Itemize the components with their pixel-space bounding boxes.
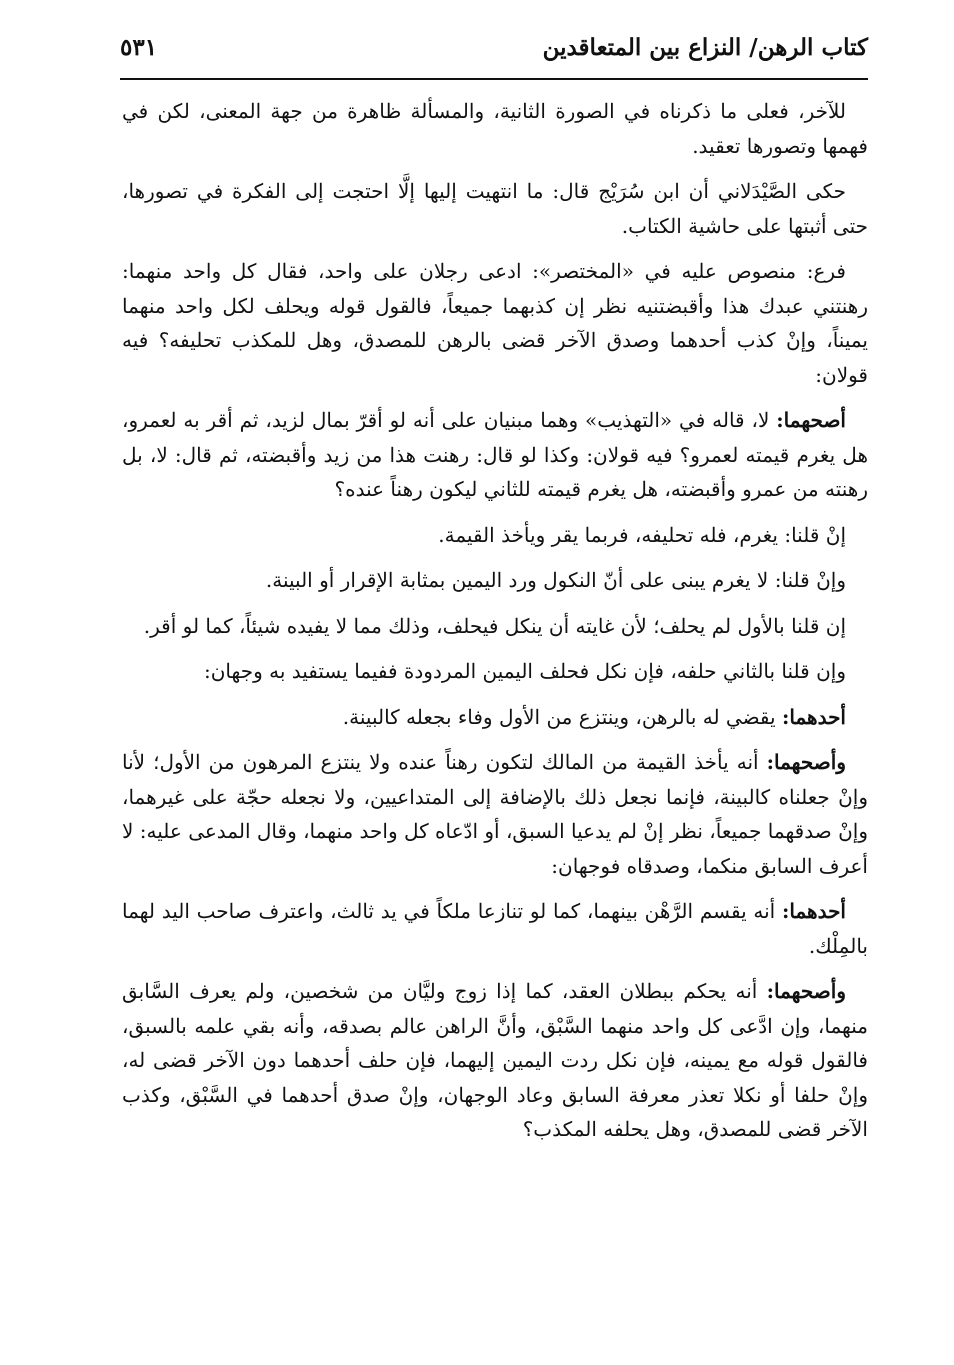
paragraph-text: أنه يأخذ القيمة من المالك لتكون رهناً عنده ولا ينتزع المرهون من الأول؛ لأنا وإنْ جعلناه كالبينة، فإنما نجعل ذلك بالإضافة إلى المتداعيين، ولا نجعله حجّة على غيرهما، وإنْ صدقهما جميعاً، نظر إنْ لم يدعيا السبق، أو ادّعاه كل واحد منهما، وقال المدعى عليه: لا أعرف السابق منكما، وصدقاه فوجهان: <box>122 750 868 878</box>
paragraph <box>122 700 868 735</box>
paragraph <box>122 174 868 243</box>
paragraph-text: إن قلنا بالأول لم يحلف؛ لأن غايته أن ينكل فيحلف، وذلك مما لا يفيده شيئاً، كما لو أقر. <box>143 613 846 638</box>
paragraph <box>122 403 868 507</box>
paragraph-text: وإن قلنا بالثاني حلفه، فإن نكل فحلف اليمين المردودة ففيما يستفيد به وجهان: <box>203 659 846 683</box>
paragraph <box>122 563 868 598</box>
paragraph <box>122 894 868 963</box>
paragraph-text: أنه يحكم ببطلان العقد، كما إذا زوج وليَّان من شخصين، ولم يعرف السَّابق منهما، وإن ادَّعى كل واحد منهما السَّبْق، وأنَّ الراهن عالم بصدقه، وأنه بقي علمه بالسبق، فالقول قوله مع يمينه، فإن نكل ردت اليمين إليهما، فإن حلف أحدهما دون الآخر قضى له، وإنْ حلفا أو نكلا تعذر معرفة السابق وعاد الوجهان، وإنْ صدق أحدهما في السَّبْق، وكذب الآخر قضى للمصدق، وهل يحلفه المكذب؟ <box>122 979 868 1141</box>
paragraph-text: للآخر، فعلى ما ذكرناه في الصورة الثانية، والمسألة ظاهرة من جهة المعنى، لكن في فهمها وتصورها تعقيد. <box>122 99 868 158</box>
paragraph <box>122 974 868 1147</box>
paragraph-lead: أصحهما: <box>776 408 846 432</box>
paragraph-lead: أحدهما: <box>781 899 846 923</box>
paragraph <box>122 609 868 644</box>
paragraph-text: وإنْ قلنا: لا يغرم يبنى على أنّ النكول ورد اليمين بمثابة الإقرار أو البينة. <box>265 568 846 592</box>
paragraph-lead: وأصحهما: <box>766 979 846 1003</box>
paragraph <box>122 94 868 163</box>
paragraph <box>122 745 868 883</box>
paragraph-lead: وأصحهما: <box>766 750 846 774</box>
paragraph <box>122 254 868 392</box>
paragraph-text: حكى الصَّيْدَلاني أن ابن سُرَيْج قال: ما انتهيت إليها إلَّا احتجت إلى الفكرة في تصورها، حتى أثبتها على حاشية الكتاب. <box>122 179 868 238</box>
running-title: كتاب الرهن/ النزاع بين المتعاقدين <box>542 34 868 61</box>
page-header <box>120 28 868 80</box>
paragraph <box>122 654 868 689</box>
page-body <box>122 94 868 1158</box>
paragraph <box>122 518 868 553</box>
paragraph-text: لا، قاله في «التهذيب» وهما مبنيان على أنه لو أقرّ بمال لزيد، ثم أقر به لعمرو، هل يغرم قيمته لعمرو؟ فيه قولان: وكذا لو قال: رهنت هذا من زيد وأقبضته، ثم قال: لا، بل رهنته من عمرو وأقبضته، هل يغرم قيمته للثاني ليكون رهناً عنده؟ <box>122 408 868 501</box>
paragraph-text: فرع: منصوص عليه في «المختصر»: ادعى رجلان على واحد، فقال كل واحد منهما: رهنتني عبدك هذا وأقبضتنيه نظر إن كذبهما جميعاً، فالقول قوله ويحلف لكل واحد منهما يميناً، وإنْ كذب أحدهما وصدق الآخر قضى بالرهن للمصدق، وهل للمكذب تحليفه؟ فيه قولان: <box>122 259 868 387</box>
paragraph-text: أنه يقسم الرَّهْن بينهما، كما لو تنازعا ملكاً في يد ثالث، واعترف صاحب اليد لهما بالمِلْك. <box>122 899 868 958</box>
page-number: ٥٣١ <box>120 34 158 61</box>
paragraph-text: إنْ قلنا: يغرم، فله تحليفه، فربما يقر ويأخذ القيمة. <box>438 522 846 547</box>
paragraph-text: يقضي له بالرهن، وينتزع من الأول وفاء بجعله كالبينة. <box>342 704 782 729</box>
paragraph-lead: أحدهما: <box>781 704 846 729</box>
